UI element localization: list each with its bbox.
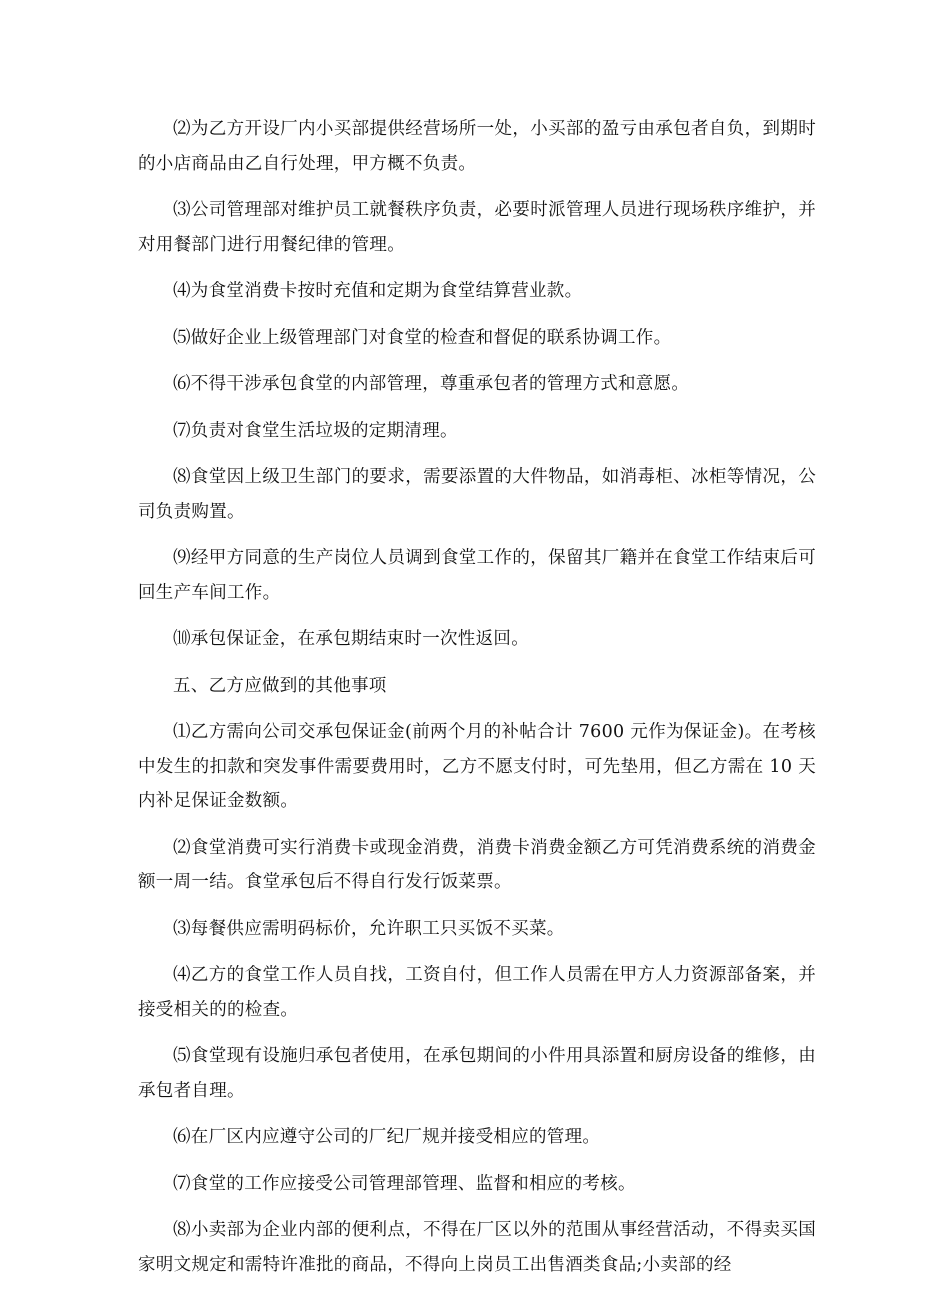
paragraph-party-b-4: ⑷乙方的食堂工作人员自找，工资自付，但工作人员需在甲方人力资源部备案，并接受相关的的检查。 (138, 965, 816, 1020)
paragraph-party-a-3: ⑶公司管理部对维护员工就餐秩序负责，必要时派管理人员进行现场秩序维护，并对用餐部门进行用餐纪律的管理。 (138, 200, 816, 255)
paragraph-party-b-2: ⑵食堂消费可实行消费卡或现金消费，消费卡消费金额乙方可凭消费系统的消费金额一周一结。食堂承包后不得自行发行饭菜票。 (138, 837, 816, 892)
paragraph-party-b-3: ⑶每餐供应需明码标价，允许职工只买饭不买菜。 (173, 918, 565, 939)
paragraph-party-a-4: ⑷为食堂消费卡按时充值和定期为食堂结算营业款。 (173, 281, 583, 301)
paragraph-party-b-8: ⑻小卖部为企业内部的便利点，不得在厂区以外的范围从事经营活动，不得卖买国家明文规定和需特许准批的商品，不得向上岗员工出售酒类食品;小卖部的经 (138, 1220, 816, 1275)
paragraph-party-a-8: ⑻食堂因上级卫生部门的要求，需要添置的大件物品，如消毒柜、冰柜等情况，公司负责购置。 (138, 467, 816, 522)
paragraph-party-a-7: ⑺负责对食堂生活垃圾的定期清理。 (173, 420, 458, 441)
section-heading-five: 五、乙方应做到的其他事项 (173, 675, 387, 696)
paragraph-party-b-5: ⑸食堂现有设施归承包者使用，在承包期间的小件用具添置和厨房设备的维修，由承包者自理。 (138, 1046, 816, 1101)
paragraph-party-a-6: ⑹不得干涉承包食堂的内部管理，尊重承包者的管理方式和意愿。 (173, 374, 690, 394)
paragraph-party-a-2: ⑵为乙方开设厂内小买部提供经营场所一处，小买部的盈亏由承包者自负，到期时的小店商品由乙自行处理，甲方概不负责。 (138, 119, 816, 174)
paragraph-party-a-10: ⑽承包保证金，在承包期结束时一次性返回。 (173, 629, 529, 649)
paragraph-party-a-5: ⑸做好企业上级管理部门对食堂的检查和督促的联系协调工作。 (173, 327, 672, 348)
paragraph-party-a-9: ⑼经甲方同意的生产岗位人员调到食堂工作的，保留其厂籍并在食堂工作结束后可回生产车间工作。 (138, 548, 816, 603)
paragraph-party-b-6: ⑹在厂区内应遵守公司的厂纪厂规并接受相应的管理。 (173, 1127, 601, 1147)
document-body (138, 112, 816, 1294)
paragraph-party-b-1: ⑴乙方需向公司交承包保证金(前两个月的补帖合计 7600 元作为保证金)。在考核中发生的扣款和突发事件需要费用时，乙方不愿支付时，可先垫用，但乙方需在 10 天内补足保证金数额。 (138, 722, 816, 811)
paragraph-party-b-7: ⑺食堂的工作应接受公司管理部管理、监督和相应的考核。 (173, 1173, 636, 1194)
